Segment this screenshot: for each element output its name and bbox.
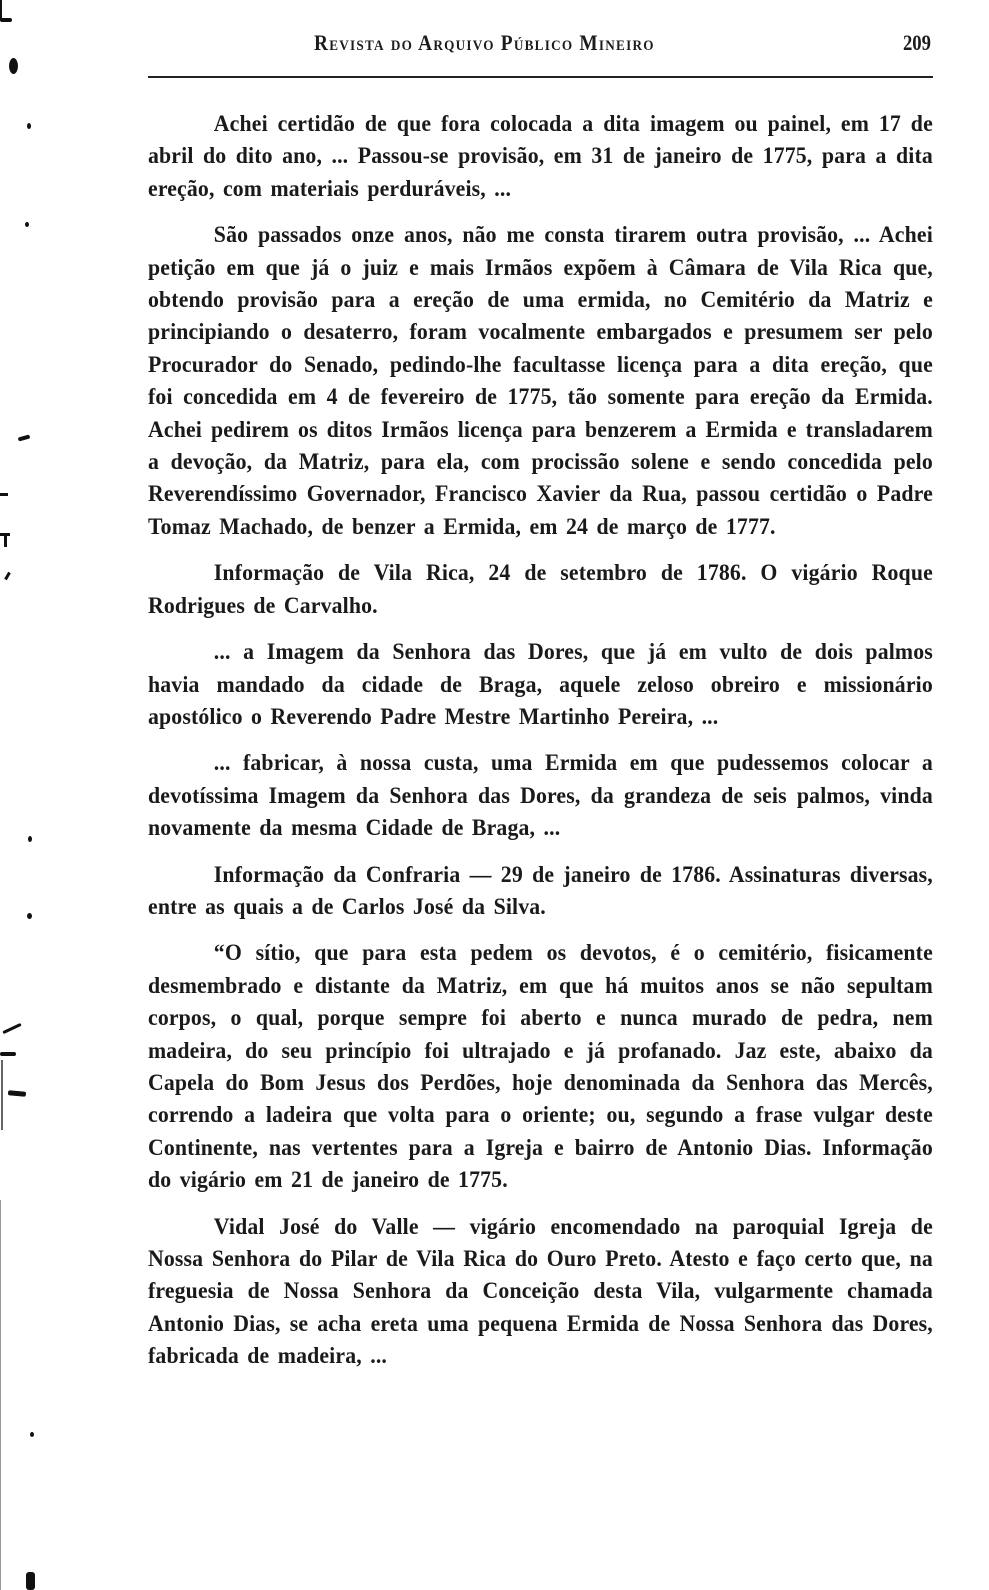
paragraph: São passados onze anos, não me consta tirarem outra provisão, ... Achei petição em que já o juiz e mais Irmãos expõem à Câmara de Vila Rica que, obtendo provisão para a ereção de uma ermida, no Cemitério da Matriz e principiando o desaterro, foram vocalmente embargados e presumem ser pelo Procurador do Senado, pedindo-lhe facultasse licença para a dita ereção, que foi concedida em 4 de fevereiro de 1775, tão somente para ereção da Ermida. Achei pedirem os ditos Irmãos licença para benzerem a Ermida e transladarem a devoção, da Matriz, para ela, com procissão solene e sendo concedida pelo Reverendíssimo Governador, Francisco Xavier da Rua, passou certidão o Padre Tomaz Machado, de benzer a Ermida, em 24 de março de 1777. bbox=[148, 222, 933, 540]
scan-mark bbox=[2, 1023, 21, 1034]
paragraph: ... a Imagem da Senhora das Dores, que já em vulto de dois palmos havia mandado da cidade de Braga, aquele zeloso obreiro e missionário apostólico o Reverendo Padre Mestre Martinho Pereira, ... bbox=[148, 639, 933, 730]
scan-mark bbox=[9, 58, 18, 74]
scan-mark bbox=[27, 123, 31, 129]
scan-mark bbox=[25, 222, 29, 227]
running-title: Revista do Arquivo Público Mineiro bbox=[314, 30, 655, 55]
running-header bbox=[148, 30, 933, 64]
scan-mark bbox=[0, 493, 8, 496]
scan-mark bbox=[4, 572, 11, 580]
scan-mark bbox=[26, 1572, 35, 1590]
scan-mark bbox=[27, 913, 32, 919]
scan-mark bbox=[0, 0, 2, 20]
scan-mark bbox=[0, 18, 12, 22]
scan-margin-artifacts bbox=[0, 0, 60, 1590]
scan-mark bbox=[8, 1090, 26, 1097]
scan-mark bbox=[4, 533, 7, 547]
header-rule bbox=[148, 76, 933, 78]
paragraph: Vidal José do Valle — vigário encomendado na paroquial Igreja de Nossa Senhora do Pilar de Vila Rica do Ouro Preto. Atesto e faço certo que, na freguesia de Nossa Senhora da Conceição desta Vila, vulgarmente chamada Antonio Dias, se acha ereta uma pequena Ermida de Nossa Senhora das Dores, fabricada de madeira, ... bbox=[148, 1213, 933, 1370]
paragraph: Informação de Vila Rica, 24 de setembro de 1786. O vigário Roque Rodrigues de Carvalho. bbox=[148, 560, 933, 619]
paragraph: Informação da Confraria — 29 de janeiro de 1786. Assinaturas diversas, entre as quais a de Carlos José da Silva. bbox=[148, 861, 933, 920]
scan-mark bbox=[0, 1200, 1, 1590]
scan-mark bbox=[1, 1060, 3, 1130]
page-number: 209 bbox=[902, 30, 931, 55]
paragraph: Achei certidão de que fora colocada a dita imagem ou painel, em 17 de abril do dito ano, ... Passou-se provisão, em 31 de janeiro de 1775, para a dita ereção, com materiais perduráveis, ... bbox=[148, 111, 933, 202]
paragraph: ... fabricar, à nossa custa, uma Ermida em que pudessemos colocar a devotíssima Imagem da Senhora das Dores, da grandeza de seis palmos, vinda novamente da mesma Cidade de Braga, ... bbox=[148, 750, 933, 842]
paragraph: “O sítio, que para esta pedem os devotos, é o cemitério, fisicamente desmembrado e distante da Matriz, em que há muitos anos se não sepultam corpos, o qual, porque sempre foi aberto e nunca murado de pedra, nem madeira, do seu princípio foi ultrajado e já profanado. Jaz este, abaixo da Capela do Bom Jesus dos Perdões, hoje denominada da Senhora das Mercês, correndo a ladeira que volta para o oriente; ou, segundo a frase vulgar deste Continente, nas vertentes para a Igreja e bairro de Antonio Dias. Informação do vigário em 21 de janeiro de 1775. bbox=[148, 940, 933, 1194]
scan-mark bbox=[18, 435, 31, 442]
scan-mark bbox=[30, 1432, 34, 1437]
body-text bbox=[148, 108, 933, 1387]
scan-mark bbox=[0, 1052, 16, 1056]
scan-mark bbox=[28, 836, 32, 842]
